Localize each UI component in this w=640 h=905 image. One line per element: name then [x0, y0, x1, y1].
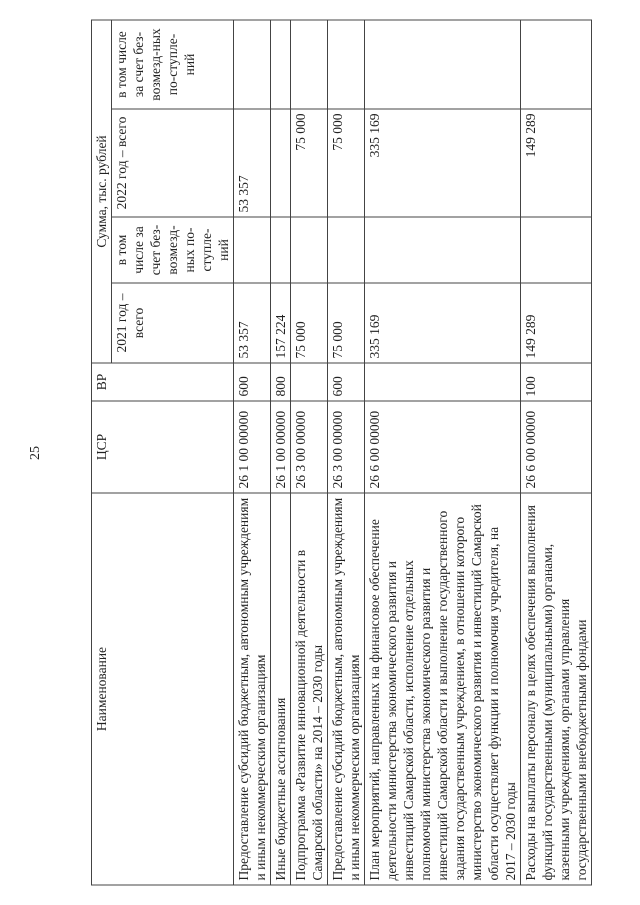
row-total-2022: 335 169	[365, 109, 521, 217]
table-row	[328, 20, 365, 885]
row-vr	[365, 363, 521, 401]
header-code: ЦСР	[92, 401, 234, 493]
row-free-2022	[291, 20, 328, 109]
row-vr: 600	[234, 363, 271, 401]
row-free-2021	[328, 217, 365, 283]
header-free-2021: в том числе за счет без-возмезд-ных по-ступле-ний	[112, 217, 234, 283]
header-row-top	[92, 20, 112, 885]
row-free-2021	[291, 217, 328, 283]
table-row	[365, 20, 521, 885]
row-total-2021: 335 169	[365, 283, 521, 363]
header-sum-group: Сумма, тыс. рублей	[92, 20, 112, 363]
header-vr: ВР	[92, 363, 234, 401]
row-total-2021: 75 000	[291, 283, 328, 363]
row-code: 26 6 00 00000	[365, 401, 521, 493]
row-name: Подпрограмма «Развитие инновационной деятельности в Самарской области» на 2014 – 2030 годы	[291, 493, 328, 885]
row-total-2022	[271, 109, 291, 217]
row-total-2022: 75 000	[291, 109, 328, 217]
row-vr: 600	[328, 363, 365, 401]
table-row	[271, 20, 291, 885]
row-total-2021: 149 289	[521, 283, 592, 363]
row-vr	[291, 363, 328, 401]
row-vr: 100	[521, 363, 592, 401]
budget-table	[91, 19, 592, 885]
row-free-2022	[234, 20, 271, 109]
row-total-2021: 157 224	[271, 283, 291, 363]
row-name: Предоставление субсидий бюджетным, автономным учреждениям и иным некоммерческим организациям	[328, 493, 365, 885]
row-total-2021: 53 357	[234, 283, 271, 363]
row-code: 26 3 00 00000	[291, 401, 328, 493]
row-total-2022: 149 289	[521, 109, 592, 217]
row-total-2021: 75 000	[328, 283, 365, 363]
row-code: 26 1 00 00000	[234, 401, 271, 493]
row-code: 26 1 00 00000	[271, 401, 291, 493]
row-name: Предоставление субсидий бюджетным, автономным учреждениям и иным некоммерческим организациям	[234, 493, 271, 885]
page-number: 25	[28, 446, 43, 460]
row-free-2021	[365, 217, 521, 283]
row-free-2021	[234, 217, 271, 283]
row-free-2022	[328, 20, 365, 109]
header-total-2022: 2022 год – всего	[112, 109, 234, 217]
header-total-2021: 2021 год – всего	[112, 283, 234, 363]
header-free-2022: в том числе за счет без-возмезд-ных по-ступле-ний	[112, 20, 234, 109]
budget-table-sheet	[91, 21, 589, 886]
row-name: Иные бюджетные ассигнования	[271, 493, 291, 885]
header-name: Наименование	[92, 493, 234, 885]
row-total-2022: 75 000	[328, 109, 365, 217]
table-row	[291, 20, 328, 885]
row-free-2022	[521, 20, 592, 109]
table-row	[234, 20, 271, 885]
row-free-2021	[271, 217, 291, 283]
row-total-2022: 53 357	[234, 109, 271, 217]
row-free-2021	[521, 217, 592, 283]
row-code: 26 6 00 00000	[521, 401, 592, 493]
row-vr: 800	[271, 363, 291, 401]
table-row	[521, 20, 592, 885]
row-code: 26 3 00 00000	[328, 401, 365, 493]
row-free-2022	[365, 20, 521, 109]
row-name: План мероприятий, направленных на финансовое обеспечение деятельности министерства экономического развития и инвестиций Самарской области, исполнение отдельных полномочий министерства экономического развития и инвестиций Самарской области и выполнение государственного задания государственным учреждением, в отношении которого министерство экономического развития и инвестиций Самарской области осуществляет функции и полномочия учредителя, на 2017 – 2030 годы	[365, 493, 521, 885]
row-free-2022	[271, 20, 291, 109]
row-name: Расходы на выплаты персоналу в целях обеспечения выполнения функций государственными (муниципальными) органами, казенными учреждениями, органами управления государственными внебюджетными фондами	[521, 493, 592, 885]
